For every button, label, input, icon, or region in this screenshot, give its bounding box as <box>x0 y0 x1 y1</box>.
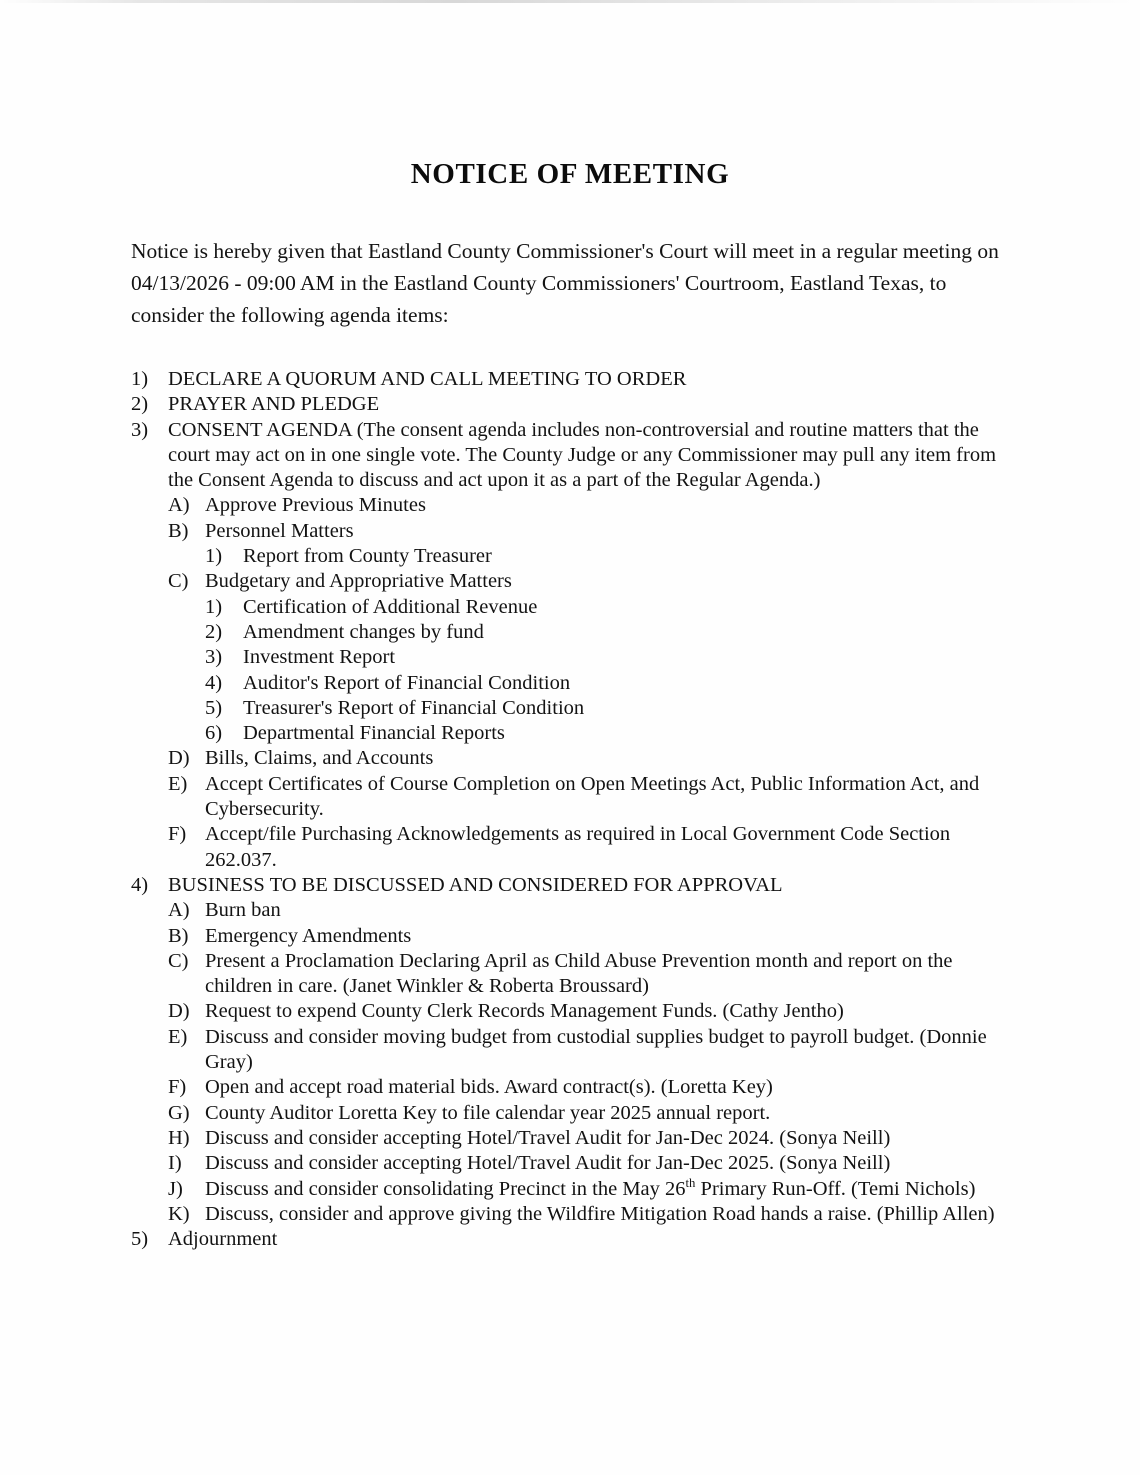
agenda-item-4a-label: Burn ban <box>205 899 281 922</box>
agenda-item-4j-text-after: Primary Run-Off. (Temi Nichols) <box>695 1177 976 1200</box>
agenda-item-3c2 <box>205 620 1009 645</box>
agenda-item-3d-marker: D) <box>168 747 190 770</box>
agenda-item-4e-label: Discuss and consider moving budget from custodial supplies budget to payroll budget. (Donnie Gray) <box>205 1025 987 1074</box>
agenda-item-4d-marker: D) <box>168 1000 190 1023</box>
ordinal-superscript: th <box>685 1175 696 1190</box>
agenda-item-3f-label: Accept/file Purchasing Acknowledgements as required in Local Government Code Section 262.037. <box>205 823 951 871</box>
agenda-item-4i-marker: I) <box>168 1152 182 1175</box>
agenda-item-3c5-label: Treasurer's Report of Financial Condition <box>243 696 585 719</box>
agenda-item-4h <box>168 1126 1009 1151</box>
agenda-item-3c2-label: Amendment changes by fund <box>243 620 484 643</box>
agenda-item-5-label: Adjournment <box>168 1228 278 1251</box>
agenda-item-5-marker: 5) <box>131 1228 149 1251</box>
agenda-item-3c-marker: C) <box>168 570 189 593</box>
agenda-item-3e-label: Accept Certificates of Course Completion on Open Meetings Act, Public Information Act, and Cybersecurity. <box>205 772 980 821</box>
agenda-item-4h-label: Discuss and consider accepting Hotel/Travel Audit for Jan-Dec 2024. (Sonya Neill) <box>205 1126 891 1149</box>
agenda-item-4f-label: Open and accept road material bids. Award contract(s). (Loretta Key) <box>205 1076 773 1099</box>
agenda-item-3c1-label: Certification of Additional Revenue <box>243 595 538 618</box>
agenda-item-3c6-label: Departmental Financial Reports <box>243 722 505 745</box>
agenda-item-4c-label: Present a Proclamation Declaring April as Child Abuse Prevention month and report on the children in care. (Janet Winkler & Roberta Broussard) <box>205 949 953 998</box>
agenda-item-4j-label <box>205 1177 1009 1202</box>
agenda-item-3e-marker: E) <box>168 772 188 795</box>
agenda-item-4k <box>168 1202 1009 1227</box>
agenda-item-4a <box>168 898 1009 923</box>
intro-paragraph: Notice is hereby given that Eastland County Commissioner's Court will meet in a regular meeting on 04/13/2026 - 09:00 AM in the Eastland County Commissioners' Courtroom, Eastland Texas, to consider the following agenda items: <box>131 239 999 327</box>
scan-edge <box>0 0 1140 3</box>
agenda-item-4d-label: Request to expend County Clerk Records Management Funds. (Cathy Jentho) <box>205 1000 844 1023</box>
agenda-item-3b-label: Personnel Matters <box>205 519 354 542</box>
agenda-item-3a-label: Approve Previous Minutes <box>205 494 426 517</box>
agenda-item-3c3-label: Investment Report <box>243 646 396 669</box>
document-content <box>131 158 1009 1252</box>
agenda-item-3c <box>168 569 1009 594</box>
agenda-item-3-sublist <box>131 493 1009 872</box>
agenda-item-4e <box>168 1025 1009 1076</box>
agenda-item-1-label: DECLARE A QUORUM AND CALL MEETING TO ORDER <box>168 368 687 390</box>
agenda-item-3 <box>131 418 1009 494</box>
agenda-item-3b-sublist <box>168 544 1009 569</box>
agenda-item-3c6-marker: 6) <box>205 722 223 745</box>
agenda-item-3c-sublist <box>168 595 1009 747</box>
agenda-item-3c1 <box>205 595 1009 620</box>
agenda-item-3-marker: 3) <box>131 418 149 441</box>
agenda-item-4a-marker: A) <box>168 899 190 922</box>
agenda-item-3b1-label: Report from County Treasurer <box>243 545 492 568</box>
agenda-item-2 <box>131 392 1009 417</box>
agenda-item-4b <box>168 924 1009 949</box>
agenda-item-4k-label: Discuss, consider and approve giving the Wildfire Mitigation Road hands a raise. (Phillip Allen) <box>205 1202 995 1225</box>
agenda-item-4i-label: Discuss and consider accepting Hotel/Travel Audit for Jan-Dec 2025. (Sonya Neill) <box>205 1152 891 1175</box>
agenda-item-4k-marker: K) <box>168 1202 190 1225</box>
agenda-item-5 <box>131 1227 1009 1252</box>
page-title: NOTICE OF MEETING <box>410 158 730 190</box>
agenda-item-4i <box>168 1151 1009 1176</box>
agenda-item-3b <box>168 519 1009 544</box>
agenda-item-4-marker: 4) <box>131 873 149 896</box>
agenda-item-4d <box>168 999 1009 1024</box>
agenda-item-3b-marker: B) <box>168 519 189 542</box>
agenda-item-4-sublist <box>131 898 1009 1227</box>
agenda-item-4b-label: Emergency Amendments <box>205 924 412 947</box>
agenda-item-3c5 <box>205 696 1009 721</box>
agenda-item-3c2-marker: 2) <box>205 620 223 643</box>
agenda-item-3c-label: Budgetary and Appropriative Matters <box>205 570 512 593</box>
agenda-item-3d <box>168 746 1009 771</box>
agenda-item-3c4 <box>205 671 1009 696</box>
agenda-item-4g-label: County Auditor Loretta Key to file calendar year 2025 annual report. <box>205 1101 771 1124</box>
agenda-item-4j <box>168 1177 1009 1202</box>
agenda-list <box>131 367 1009 1252</box>
agenda-item-4h-marker: H) <box>168 1126 190 1149</box>
agenda-item-3b1 <box>205 544 1009 569</box>
agenda-item-3c3 <box>205 645 1009 670</box>
agenda-item-4j-marker: J) <box>168 1177 183 1200</box>
agenda-item-4e-marker: E) <box>168 1025 188 1048</box>
agenda-item-3c6 <box>205 721 1009 746</box>
agenda-item-4b-marker: B) <box>168 924 189 947</box>
agenda-item-3a <box>168 493 1009 518</box>
agenda-item-3f-marker: F) <box>168 823 187 846</box>
agenda-item-4 <box>131 873 1009 898</box>
agenda-item-3c1-marker: 1) <box>205 595 223 618</box>
agenda-item-1-marker: 1) <box>131 368 149 390</box>
agenda-item-2-marker: 2) <box>131 393 149 416</box>
agenda-item-3e <box>168 772 1009 823</box>
agenda-item-4g <box>168 1101 1009 1126</box>
agenda-item-3f <box>168 822 1009 873</box>
agenda-item-3a-marker: A) <box>168 494 190 517</box>
agenda-item-2-label: PRAYER AND PLEDGE <box>168 393 380 416</box>
agenda-item-4-label: BUSINESS TO BE DISCUSSED AND CONSIDERED FOR APPROVAL <box>168 873 783 896</box>
agenda-item-3c4-label: Auditor's Report of Financial Condition <box>243 671 571 694</box>
agenda-item-3c4-marker: 4) <box>205 671 223 694</box>
agenda-item-4c-marker: C) <box>168 949 189 972</box>
agenda-item-4j-text-before: Discuss and consider consolidating Precinct in the May 26 <box>205 1177 686 1200</box>
agenda-item-3-label: CONSENT AGENDA (The consent agenda includes non-controversial and routine matters that the court may act on in one single vote. The County Judge or any Commissioner may pull any item from the Consent Agenda to discuss and act upon it as a part of the Regular Agenda.) <box>168 418 997 492</box>
agenda-item-4f-marker: F) <box>168 1076 187 1099</box>
agenda-item-1 <box>131 367 1009 392</box>
agenda-item-3c5-marker: 5) <box>205 696 223 719</box>
agenda-item-3d-label: Bills, Claims, and Accounts <box>205 747 434 770</box>
agenda-item-4g-marker: G) <box>168 1101 190 1124</box>
agenda-item-4c <box>168 949 1009 1000</box>
agenda-item-4f <box>168 1075 1009 1100</box>
agenda-item-3b1-marker: 1) <box>205 545 223 568</box>
agenda-item-3c3-marker: 3) <box>205 646 223 669</box>
